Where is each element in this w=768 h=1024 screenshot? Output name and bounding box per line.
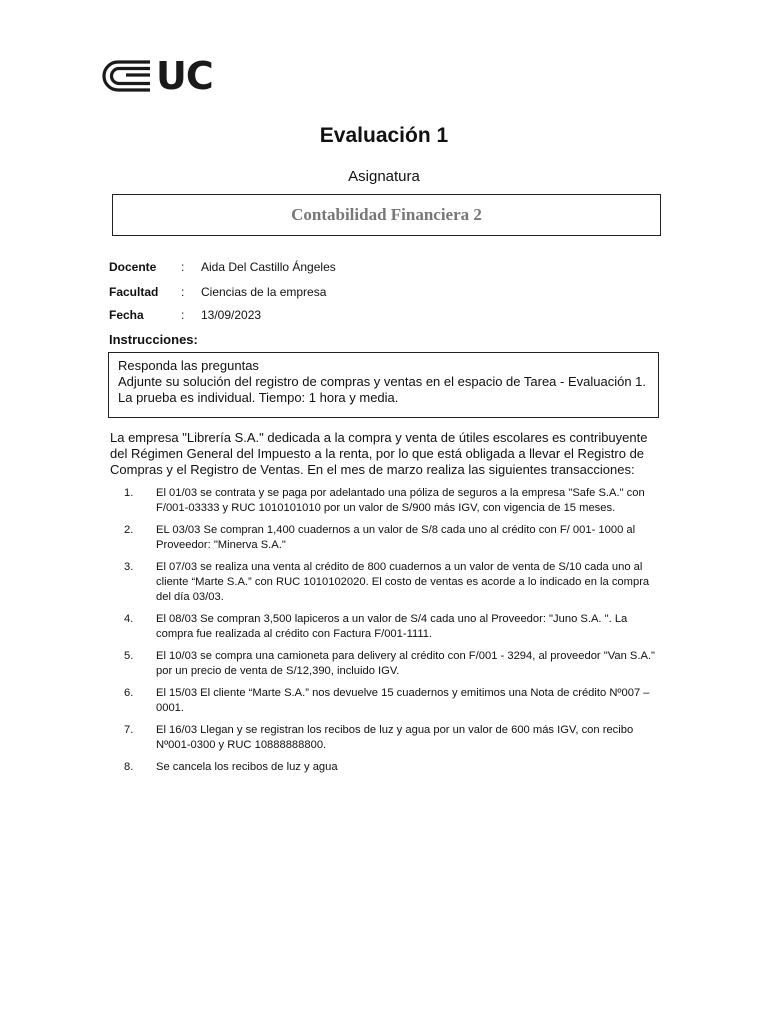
question-number: 5. (124, 650, 134, 662)
question-item (110, 612, 660, 642)
fecha-label: Fecha (109, 308, 144, 322)
instruction-line: Responda las preguntas (118, 358, 259, 373)
question-item (110, 723, 660, 753)
instruction-line: La prueba es individual. Tiempo: 1 hora y media. (118, 390, 399, 405)
instructions-title: Instrucciones: (109, 332, 198, 347)
question-text: El 10/03 se compra una camioneta para delivery al crédito con F/001 - 3294, al proveedor "Van S.A." por un precio de venta de S/12,390, incluido IGV. (156, 650, 656, 677)
page-title: Evaluación 1 (319, 124, 449, 147)
course-name: Contabilidad Financiera 2 (291, 205, 482, 224)
question-item (110, 760, 660, 775)
instructions-box (108, 352, 659, 418)
question-number: 2. (124, 524, 134, 536)
facultad-label: Facultad (109, 285, 159, 299)
logo-text: UC (156, 54, 213, 98)
uc-logo (100, 54, 213, 98)
question-number: 4. (124, 613, 134, 625)
question-item (110, 560, 660, 605)
question-text: Se cancela los recibos de luz y agua (156, 761, 338, 773)
question-item (110, 649, 660, 679)
page-subtitle: Asignatura (348, 168, 420, 185)
question-text: El 16/03 Llegan y se registran los recibos de luz y agua por un valor de 600 más IGV, con recibo Nº001-0300 y RUC 10888888800. (156, 724, 634, 751)
facultad-value: Ciencias de la empresa (201, 285, 327, 299)
question-number: 7. (124, 724, 134, 736)
question-number: 1. (124, 487, 134, 499)
meta-row-facultad (109, 285, 326, 299)
uc-logo-mark-icon (100, 59, 152, 93)
meta-row-fecha (109, 308, 261, 322)
meta-row-docente (109, 260, 336, 274)
docente-value: Aida Del Castillo Ángeles (201, 260, 336, 274)
question-item (110, 523, 660, 553)
question-number: 3. (124, 561, 134, 573)
intro-paragraph: La empresa "Librería S.A." dedicada a la compra y venta de útiles escolares es contribuyente del Régimen General del Impuesto a la renta, por lo que está obligada a llevar el Registro de Compras y el Registro de Ventas. En el mes de marzo realiza las siguientes transacciones: (110, 430, 648, 477)
meta-colon: : (181, 308, 185, 322)
question-number: 6. (124, 687, 134, 699)
fecha-value: 13/09/2023 (201, 308, 262, 322)
meta-colon: : (181, 260, 185, 274)
meta-colon: : (181, 285, 185, 299)
question-text: EL 03/03 Se compran 1,400 cuadernos a un valor de S/8 cada uno al crédito con F/ 001- 1000 al Proveedor: "Minerva S.A." (156, 524, 636, 551)
question-number: 8. (124, 761, 134, 773)
question-item (110, 686, 660, 716)
instruction-line: Adjunte su solución del registro de compras y ventas en el espacio de Tarea - Evaluación 1. (118, 374, 647, 389)
question-text: El 01/03 se contrata y se paga por adelantado una póliza de seguros a la empresa "Safe S.A." con F/001-03333 y RUC 1010101010 por un valor de S/900 más IGV, con vigencia de 15 meses. (156, 487, 645, 514)
docente-label: Docente (109, 260, 157, 274)
question-text: El 07/03 se realiza una venta al crédito de 800 cuadernos a un valor de venta de S/10 cada uno al cliente “Marte S.A.” con RUC 1010102020. El costo de ventas es acorde a lo indicado en la compra del día 03/03. (156, 561, 650, 603)
question-text: El 08/03 Se compran 3,500 lapiceros a un valor de S/4 cada uno al Proveedor: "Juno S.A. ". La compra fue realizada al crédito con Factura F/001-1111. (156, 613, 628, 640)
question-text: El 15/03 El cliente “Marte S.A.” nos devuelve 15 cuadernos y emitimos una Nota de crédito Nº007 – 0001. (156, 687, 650, 714)
question-list (110, 486, 660, 782)
course-name-box (112, 194, 661, 236)
question-item (110, 486, 660, 516)
